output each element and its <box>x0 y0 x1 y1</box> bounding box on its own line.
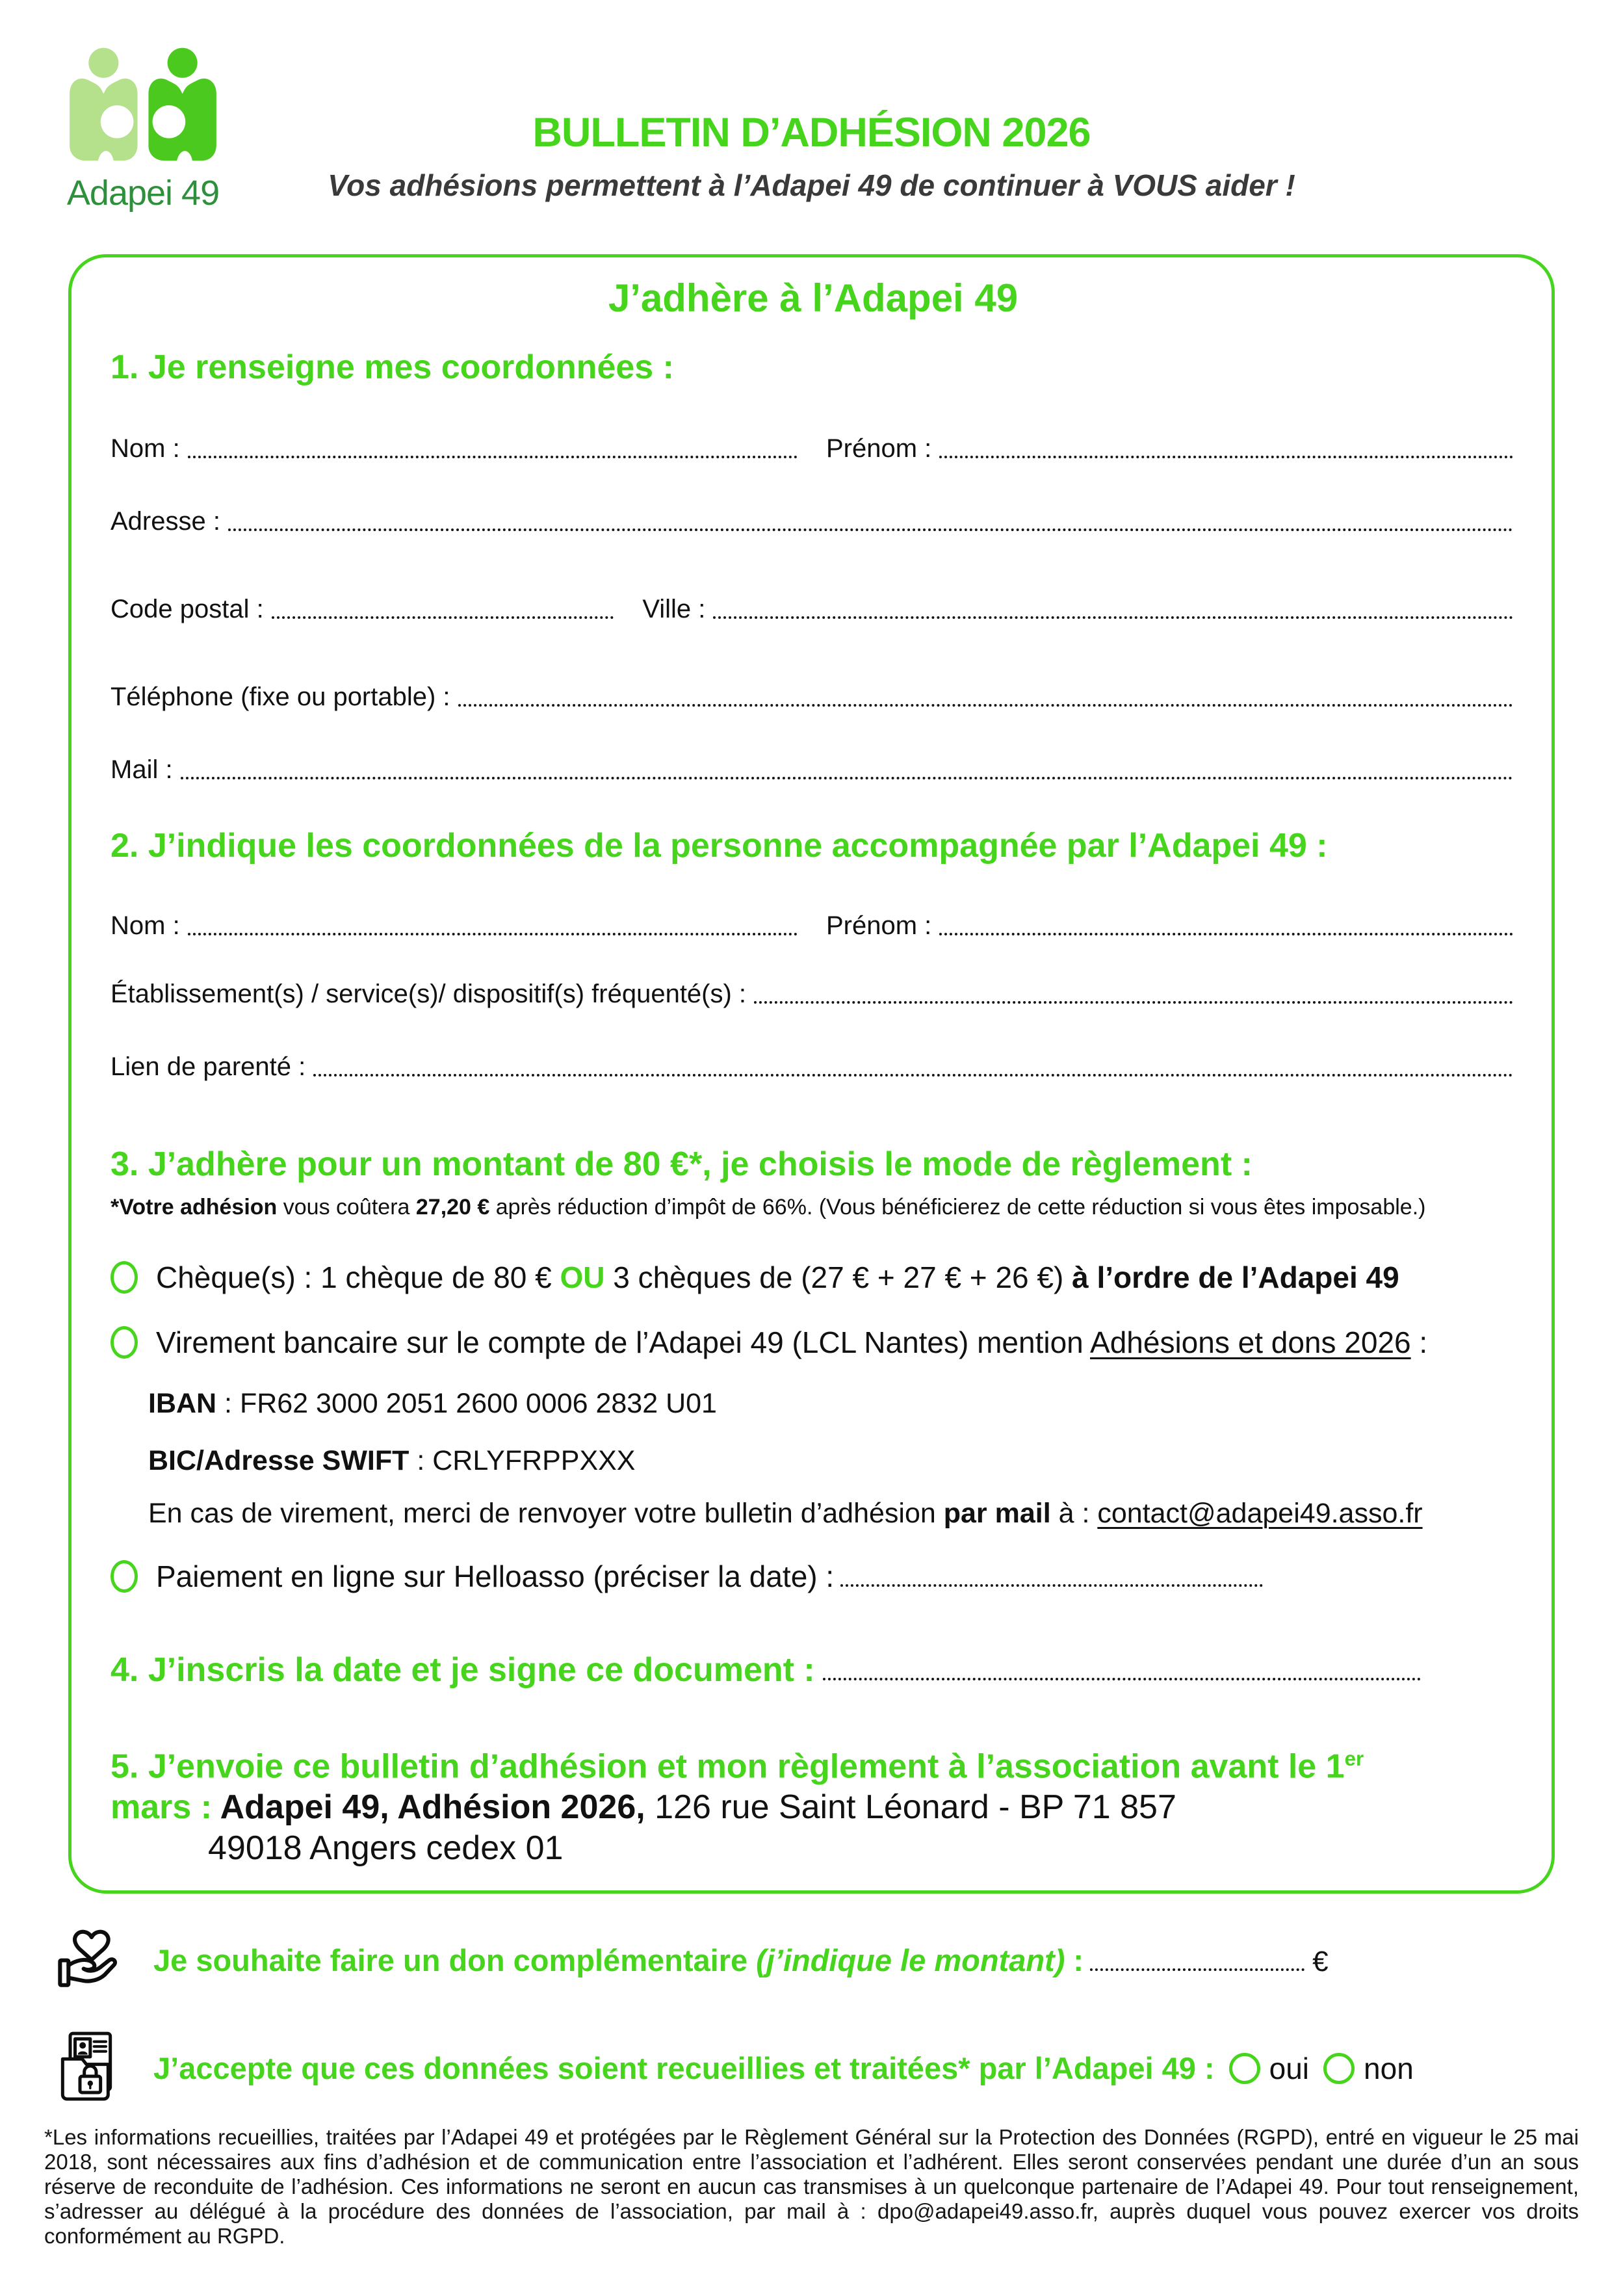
etablissement-row <box>110 978 1516 1010</box>
section5 <box>110 1738 1516 1869</box>
cheque-ou: OU <box>560 1260 605 1294</box>
heart-in-hand-icon <box>57 1921 125 2000</box>
virement-mention-underline: Adhésions et dons 2026 <box>1090 1325 1411 1359</box>
payment-option-cheque <box>110 1260 1516 1294</box>
virement-text1: Virement bancaire sur le compte de l’Adapei 49 (LCL Nantes) mention <box>156 1325 1091 1359</box>
lien-parente-row <box>110 1050 1516 1083</box>
etablissement-input-line[interactable] <box>754 1001 1513 1004</box>
tax-note-bold2: 27,20 € <box>415 1195 490 1220</box>
phone-row <box>110 681 1516 713</box>
section5-mars: mars : <box>110 1788 220 1827</box>
virement-option-text <box>156 1325 1427 1359</box>
prenom2-field <box>826 909 1516 942</box>
page-title: BULLETIN D’ADHÉSION 2026 <box>532 110 1091 155</box>
lien-parente-label: Lien de parenté : <box>110 1052 306 1081</box>
consent-text: J’accepte que ces données soient recueillies et traitées* par l’Adapei 49 : <box>153 2051 1215 2086</box>
ville-field <box>642 593 1516 625</box>
ville-label: Ville : <box>642 595 706 623</box>
ville-input-line[interactable] <box>713 616 1513 619</box>
postal-city-row <box>110 593 1516 625</box>
helloasso-date-input-line[interactable] <box>840 1565 1263 1587</box>
section4-row <box>110 1650 1516 1689</box>
cheque-text2: 3 chèques de (27 € + 27 € + 26 €) <box>604 1260 1072 1294</box>
donation-text <box>153 1942 1329 1978</box>
address-row <box>110 505 1516 538</box>
nom2-label: Nom : <box>110 911 180 940</box>
association-name-bold: Adapei 49, Adhésion 2026, <box>220 1788 645 1827</box>
section2-heading: 2. J’indique les coordonnées de la personne accompagnée par l’Adapei 49 : <box>110 827 1328 865</box>
association-street: 126 rue Saint Léonard - BP 71 857 <box>645 1788 1176 1827</box>
association-city: 49018 Angers cedex 01 <box>208 1829 564 1868</box>
consent-oui-label: oui <box>1269 2051 1310 2085</box>
payment-option-virement <box>110 1325 1516 1359</box>
bic-value: : CRLYFRPPXXX <box>409 1445 636 1476</box>
logo-wordmark: Adapei 49 <box>66 174 220 213</box>
donation-row <box>57 1921 1579 2000</box>
helloasso-option-text <box>156 1559 1263 1593</box>
section5-address-line1 <box>110 1787 1516 1828</box>
section1-heading: 1. Je renseigne mes coordonnées : <box>110 348 674 386</box>
iban-label: IBAN <box>148 1388 217 1419</box>
prenom-field <box>826 432 1516 465</box>
cheque-order-bold: à l’ordre de l’Adapei 49 <box>1072 1260 1399 1294</box>
nom-label: Nom : <box>110 434 180 463</box>
adresse-label: Adresse : <box>110 507 220 536</box>
bic-line <box>148 1446 1516 1476</box>
bic-label: BIC/Adresse SWIFT <box>148 1445 409 1476</box>
lien-parente-input-line[interactable] <box>313 1074 1513 1076</box>
nom-input-line[interactable] <box>188 456 798 458</box>
payment-option-helloasso <box>110 1559 1516 1593</box>
mail-label: Mail : <box>110 755 173 784</box>
virement-return-text2: à : <box>1050 1498 1098 1529</box>
name2-row <box>110 909 1516 942</box>
donation-amount-hint: (j’indique le montant) <box>756 1943 1065 1978</box>
two-people-logo-icon <box>66 47 220 166</box>
virement-return-line <box>148 1498 1516 1528</box>
consent-non-radio[interactable] <box>1323 2053 1355 2084</box>
etablissement-label: Établissement(s) / service(s)/ dispositif(s) fréquenté(s) : <box>110 980 747 1008</box>
prenom-input-line[interactable] <box>939 456 1513 458</box>
code-postal-field <box>110 593 616 625</box>
cheque-option-text <box>156 1260 1399 1294</box>
contact-email-link[interactable]: contact@adapei49.asso.fr <box>1097 1498 1423 1529</box>
section5-text1: 5. J’envoie ce bulletin d’adhésion et mon règlement à l’association avant le 1 <box>110 1747 1345 1786</box>
helloasso-radio[interactable] <box>110 1560 138 1593</box>
tax-note <box>110 1194 1516 1220</box>
consent-row <box>57 2031 1579 2106</box>
virement-radio[interactable] <box>110 1326 138 1359</box>
virement-return-text1: En cas de virement, merci de renvoyer votre bulletin d’adhésion <box>148 1498 944 1529</box>
telephone-label: Téléphone (fixe ou portable) : <box>110 683 450 711</box>
header <box>44 0 1579 226</box>
date-signature-input-line[interactable] <box>823 1678 1421 1680</box>
section3-heading: 3. J’adhère pour un montant de 80 €*, je choisis le mode de règlement : <box>110 1145 1253 1183</box>
euro-sign: € <box>1312 1946 1329 1978</box>
data-privacy-icon <box>57 2031 122 2106</box>
code-postal-label: Code postal : <box>110 595 264 623</box>
mail-input-line[interactable] <box>181 777 1513 779</box>
section5-heading-line1 <box>110 1738 1516 1787</box>
rgpd-footnote: *Les informations recueillies, traitées par l’Adapei 49 et protégées par le Règlement Général sur la Protection des Données (RGPD), entré en vigueur le 25 mai 2018, sont nécessaires aux fins d’adhésion et de communication entre l’association et l’adhérent. Elles seront conservées pendant une durée d’un an sous réserve de reconduite de l’adhésion. Ces informations ne seront en aucun cas transmises à un quelconque partenaire de l’Adapei 49. Pour tout renseignement, s’adresser au délégué à la procédure des données de l’association, par mail à : dpo@adapei49.asso.fr, auprès duquel vous pouvez exercer vos droits conformément au RGPD. <box>44 2125 1579 2249</box>
tax-note-text2: après réduction d’impôt de 66%. (Vous bénéficierez de cette réduction si vous êtes imposable.) <box>489 1195 1426 1220</box>
virement-return-bold: par mail <box>943 1498 1051 1529</box>
tax-note-text1: vous coûtera <box>277 1195 416 1220</box>
iban-value: : FR62 3000 2051 2600 0006 2832 U01 <box>216 1388 717 1419</box>
box-title: J’adhère à l’Adapei 49 <box>608 276 1019 320</box>
adresse-input-line[interactable] <box>228 528 1513 531</box>
nom2-input-line[interactable] <box>188 933 798 935</box>
tax-note-bold1: *Votre adhésion <box>110 1195 278 1220</box>
section5-superscript: er <box>1344 1747 1364 1770</box>
helloasso-text: Paiement en ligne sur Helloasso (préciser la date) : <box>156 1559 835 1593</box>
name-row <box>110 432 1516 465</box>
mail-row <box>110 753 1516 786</box>
cheque-radio[interactable] <box>110 1261 138 1294</box>
prenom2-label: Prénom : <box>826 911 932 940</box>
membership-form-box <box>68 254 1555 1894</box>
virement-colon: : <box>1410 1325 1428 1359</box>
iban-line <box>148 1389 1516 1418</box>
nom2-field <box>110 909 800 942</box>
prenom-label: Prénom : <box>826 434 932 463</box>
donation-amount-input-line[interactable] <box>1090 1949 1305 1971</box>
adapei-logo <box>62 47 224 213</box>
donation-text1: Je souhaite faire un don complémentaire <box>153 1943 757 1978</box>
code-postal-input-line[interactable] <box>272 616 614 619</box>
consent-oui-radio[interactable] <box>1229 2053 1260 2084</box>
donation-colon: : <box>1065 1943 1084 1978</box>
telephone-input-line[interactable] <box>458 704 1513 707</box>
cheque-text1: Chèque(s) : 1 chèque de 80 € <box>156 1260 560 1294</box>
page-subtitle: Vos adhésions permettent à l’Adapei 49 de continuer à VOUS aider ! <box>328 168 1295 202</box>
consent-non-label: non <box>1364 2051 1414 2085</box>
nom-field <box>110 432 800 465</box>
prenom2-input-line[interactable] <box>939 933 1513 935</box>
section4-heading: 4. J’inscris la date et je signe ce document : <box>110 1651 815 1689</box>
